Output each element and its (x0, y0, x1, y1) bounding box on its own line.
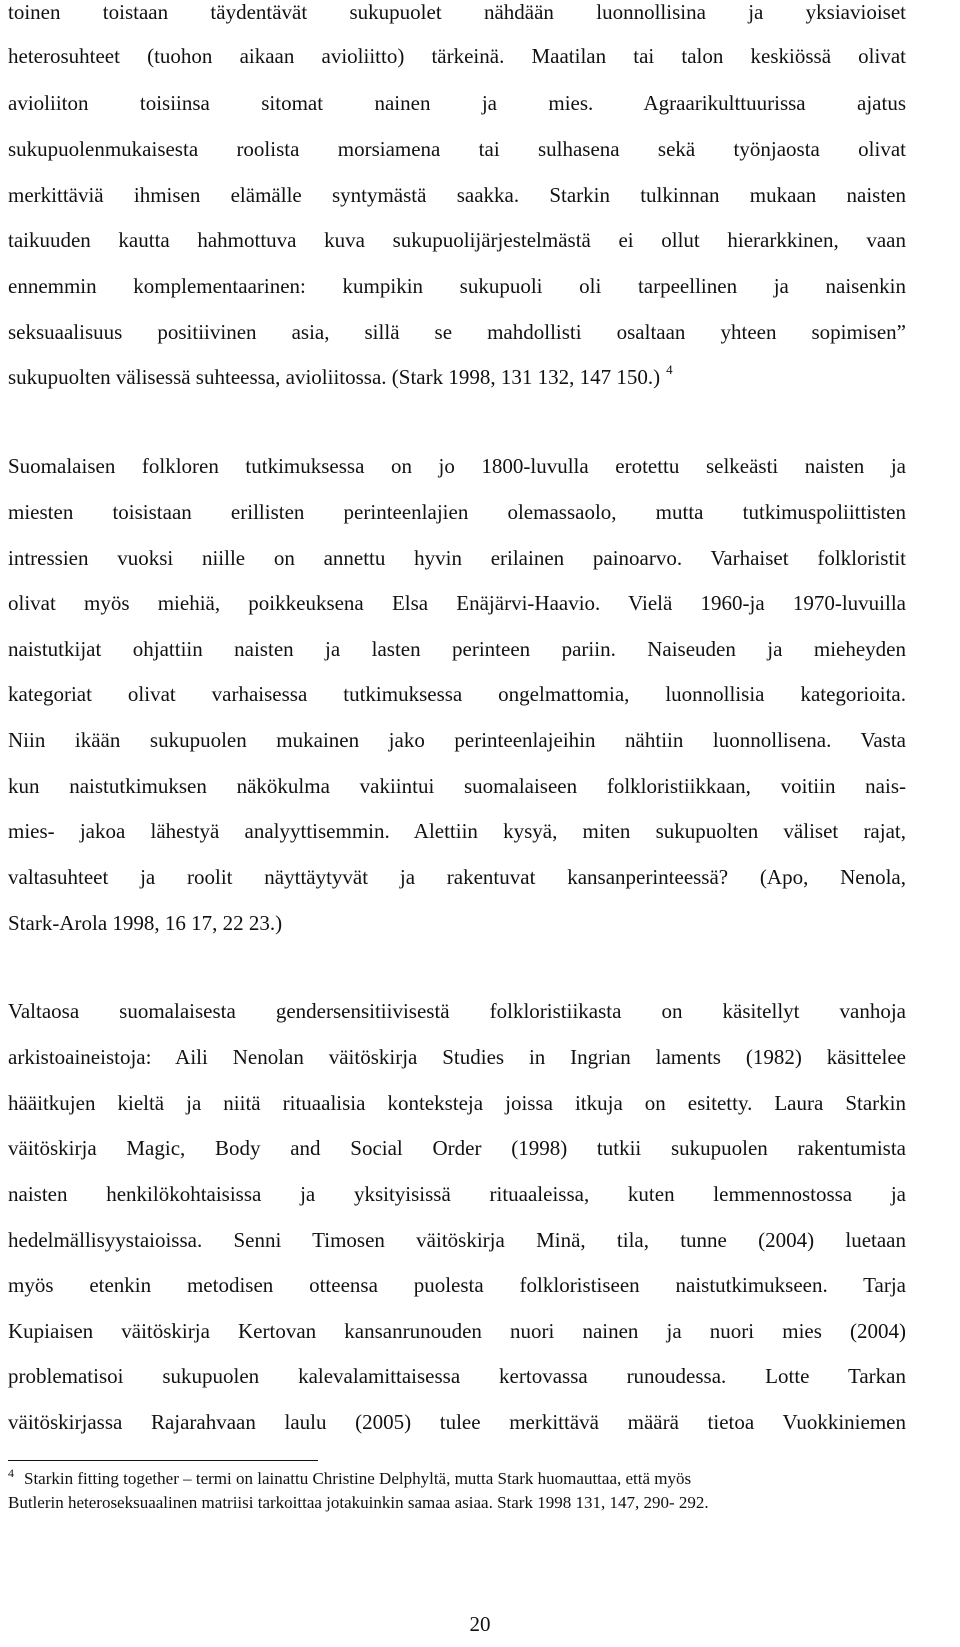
text-line: Suomalaisen folkloren tutkimuksessa on jo 1800-luvulla erotettu selkeästi naisten ja (8, 454, 906, 478)
text-line: intressien vuoksi niille on annettu hyvin erilainen painoarvo. Varhaiset folkloristit (8, 546, 906, 570)
text-line: kun naistutkimuksen näkökulma vakiintui suomalaiseen folkloristiikkaan, voitiin nais- (8, 774, 906, 798)
text-line: olivat myös miehiä, poikkeuksena Elsa Enäjärvi-Haavio. Vielä 1960-ja 1970-luvuilla (8, 591, 906, 615)
text-line: miesten toisistaan erillisten perinteenlajien olemassaolo, mutta tutkimuspoliittisten (8, 500, 906, 524)
text-line: taikuuden kautta hahmottuva kuva sukupuolijärjestelmästä ei ollut hierarkkinen, vaan (8, 228, 906, 252)
text-line: problematisoi sukupuolen kalevalamittaisessa kertovassa runoudessa. Lotte Tarkan (8, 1364, 906, 1388)
footnote-line (8, 1467, 906, 1492)
text-line: Niin ikään sukupuolen mukainen jako perinteenlajeihin nähtiin luonnollisena. Vasta (8, 728, 906, 752)
text-line: merkittäviä ihmisen elämälle syntymästä saakka. Starkin tulkinnan mukaan naisten (8, 183, 906, 207)
text-line: naisten henkilökohtaisissa ja yksityisissä rituaaleissa, kuten lemmennostossa ja (8, 1182, 906, 1206)
footnote-number: 4 (8, 1466, 14, 1480)
text-line: seksuaalisuus positiivinen asia, sillä se mahdollisti osaltaan yhteen sopimisen” (8, 320, 906, 344)
text-line: väitöskirja Magic, Body and Social Order (1998) tutkii sukupuolen rakentumista (8, 1136, 906, 1160)
text-line: toinen toistaan täydentävät sukupuolet nähdään luonnollisina ja yksiavioiset (8, 0, 906, 24)
text-line: avioliiton toisiinsa sitomat nainen ja mies. Agraarikulttuurissa ajatus (8, 91, 906, 115)
text-line: hääitkujen kieltä ja niitä rituaalisia konteksteja joissa itkuja on esitetty. Laura Starkin (8, 1091, 906, 1115)
footnote-reference: 4 (666, 362, 673, 377)
text-line: sukupuolenmukaisesta roolista morsiamena tai sulhasena sekä työnjaosta olivat (8, 137, 906, 161)
text-line: myös etenkin metodisen otteensa puolesta folkloristiseen naistutkimukseen. Tarja (8, 1273, 906, 1297)
text-line-content: sukupuolten välisessä suhteessa, avioliitossa. (Stark 1998, 131 132, 147 150.) (8, 365, 661, 389)
text-line: hedelmällisyystaioissa. Senni Timosen väitöskirja Minä, tila, tunne (2004) luetaan (8, 1228, 906, 1252)
text-line: Kupiaisen väitöskirja Kertovan kansanrunouden nuori nainen ja nuori mies (2004) (8, 1319, 906, 1343)
footnote-text: Starkin fitting together – termi on lainattu Christine Delphyltä, mutta Stark huomauttaa, että myös (24, 1469, 692, 1488)
text-line: kategoriat olivat varhaisessa tutkimuksessa ongelmattomia, luonnollisia kategorioita. (8, 682, 906, 706)
footnote-line: Butlerin heteroseksuaalinen matriisi tarkoittaa jotakuinkin samaa asiaa. Stark 1998 131, 147, 290- 292. (8, 1493, 709, 1512)
text-line: valtasuhteet ja roolit näyttäytyvät ja rakentuvat kansanperinteessä? (Apo, Nenola, (8, 865, 906, 889)
text-line (8, 362, 906, 395)
text-line: arkistoaineistoja: Aili Nenolan väitöskirja Studies in Ingrian laments (1982) käsittelee (8, 1045, 906, 1069)
text-line: mies- jakoa lähestyä analyyttisemmin. Alettiin kysyä, miten sukupuolten väliset rajat, (8, 819, 906, 843)
text-line: Valtaosa suomalaisesta gendersensitiivisestä folkloristiikasta on käsitellyt vanhoja (8, 999, 906, 1023)
text-line: Stark-Arola 1998, 16 17, 22 23.) (8, 911, 283, 935)
text-line: naistutkijat ohjattiin naisten ja lasten perinteen pariin. Naiseuden ja mieheyden (8, 637, 906, 661)
footnote-separator (8, 1460, 318, 1461)
text-line: väitöskirjassa Rajarahvaan laulu (2005) tulee merkittävä määrä tietoa Vuokkiniemen (8, 1410, 906, 1434)
page-number: 20 (469, 1612, 491, 1636)
text-line: heterosuhteet (tuohon aikaan avioliitto) tärkeinä. Maatilan tai talon keskiössä olivat (8, 44, 906, 68)
text-line: ennemmin komplementaarinen: kumpikin sukupuoli oli tarpeellinen ja naisenkin (8, 274, 906, 298)
